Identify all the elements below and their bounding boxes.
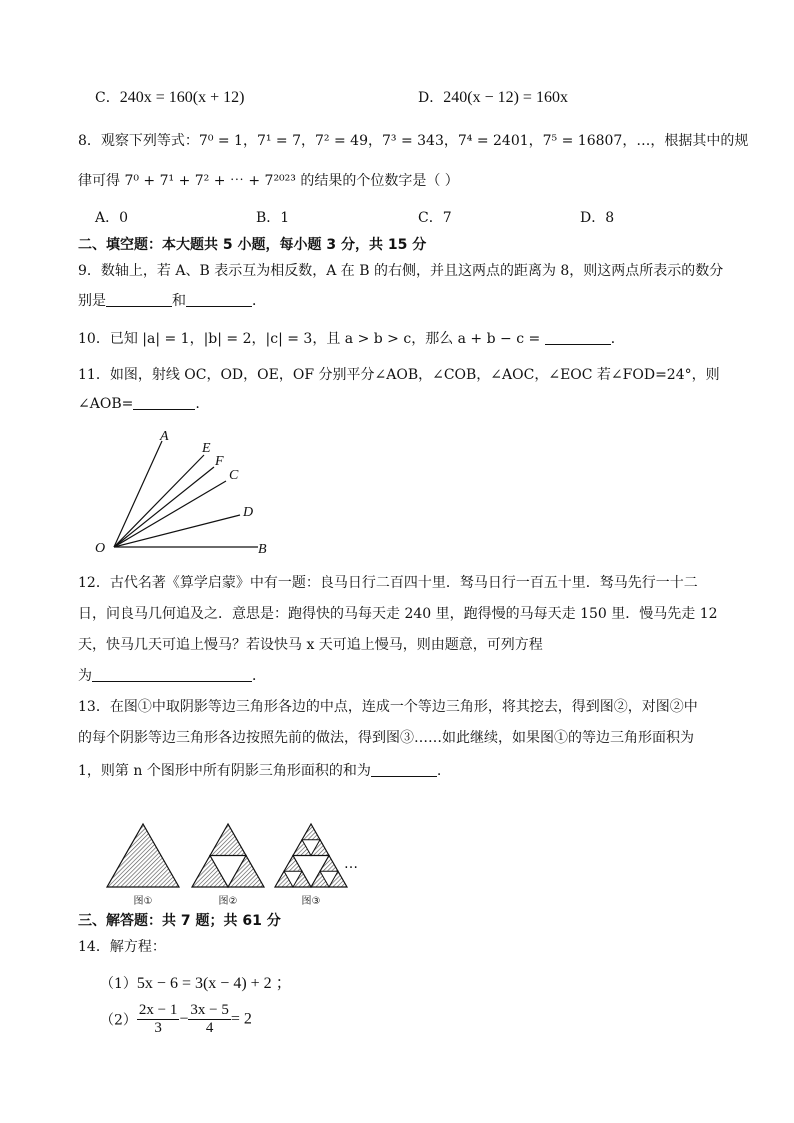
q8-option-c: C．7 (418, 210, 452, 226)
q8-line2: 律可得 7⁰ + 7¹ + 7² + ⋯ + 7²⁰²³ 的结果的个位数字是（ ） (78, 173, 459, 189)
q14-part2: （2） $\frac{2x - 1}{3}$ − $\frac{3x - 5}{4}$ = 2 (100, 1002, 252, 1036)
q8-option-b: B．1 (256, 210, 290, 226)
label-o: O (95, 541, 106, 556)
caption-fig1: 图① (133, 896, 153, 907)
q7-option-d-expr: 240(x − 12) = 160x (443, 89, 568, 106)
q13-line3: 1，则第 n 个图形中所有阴影三角形面积的和为 . (78, 763, 442, 779)
ray-oc (114, 481, 226, 547)
q14-title: 14．解方程： (78, 939, 166, 955)
q8-option-d: D．8 (580, 210, 615, 226)
caption-fig3: 图③ (301, 896, 321, 907)
label-f: F (215, 454, 224, 469)
label-d: D (243, 505, 254, 520)
section-3-heading: 三、解答题：共 7 题；共 61 分 (78, 913, 281, 929)
q13-line2: 的每个阴影等边三角形各边按照先前的做法，得到图③……如此继续，如果图①的等边三角形面积为 (78, 730, 694, 746)
q7-option-c-expr: 240x = 160(x + 12) (119, 89, 245, 106)
q14-part1: （1）5x − 6 = 3(x − 4) + 2 ； (100, 975, 292, 992)
q13-line1: 13．在图①中取阴影等边三角形各边的中点，连成一个等边三角形，将其挖去，得到图②，对图②中 (78, 699, 698, 715)
q9-line1: 9．数轴上，若 A、B 表示互为相反数，A 在 B 的右侧，并且这两点的距离为 8，则这两点所表示的数分 (78, 263, 724, 279)
q8-option-a: A．0 (95, 210, 129, 226)
label-e: E (202, 441, 211, 456)
q12-line1: 12．古代名著《算学启蒙》中有一题：良马日行二百四十里．驽马日行一百五十里．驽马先行一十二 (78, 575, 698, 591)
q10-blank[interactable] (545, 330, 611, 345)
section-2-heading: 二、填空题：本大题共 5 小题，每小题 3 分，共 15 分 (78, 237, 427, 253)
q12-line4: 为 ． (78, 668, 266, 684)
q11-rays-figure (90, 425, 280, 560)
caption-fig2: 图② (218, 896, 238, 907)
ray-of (114, 467, 214, 547)
label-c: C (229, 468, 239, 483)
q10-line: 10．已知 |a| = 1，|b| = 2，|c| = 3，且 a > b > c，那么 a + b − c = ． (78, 331, 625, 347)
q7-option-c: C．240x = 160(x + 12) (95, 89, 245, 106)
q11-line1: 11．如图，射线 OC，OD，OE，OF 分别平分∠AOB，∠COB，∠AOC，∠EOC 若∠FOD=24°，则 (78, 367, 720, 383)
ray-oa (114, 441, 162, 547)
q8-line1: 8．观察下列等式：7⁰ = 1，7¹ = 7，7² = 49，7³ = 343，7⁴ = 2401，7⁵ = 16807，…，根据其中的规 (78, 133, 749, 149)
fig1-triangle (107, 824, 179, 887)
q14-part1-expr: 5x − 6 = 3(x − 4) + 2 ； (136, 975, 292, 992)
label-b: B (258, 542, 267, 557)
fraction-2: $\frac{3x - 5}{4}$ (190, 1002, 229, 1036)
q12-line3: 天，快马几天可追上慢马？若设快马 x 天可追上慢马，则由题意，可列方程 (78, 637, 543, 653)
label-a: A (160, 429, 169, 444)
q12-line2: 日，问良马几何追及之．意思是：跑得快的马每天走 240 里，跑得慢的马每天走 150 里．慢马先走 12 (78, 606, 718, 622)
q11-line2: ∠AOB= . (78, 396, 200, 412)
q13-sierpinski-figures (100, 818, 370, 910)
fraction-1: $\frac{2x - 1}{3}$ (138, 1002, 178, 1036)
q13-blank[interactable] (371, 762, 437, 777)
q13-ellipsis: … (344, 856, 358, 872)
q12-blank[interactable] (92, 667, 252, 682)
q9-blank-1[interactable] (106, 292, 172, 307)
q9-blank-2[interactable] (186, 292, 252, 307)
ray-od (114, 515, 240, 547)
q11-blank[interactable] (133, 395, 195, 410)
ray-oe (114, 455, 204, 547)
q9-line2: 别是 和 ． (78, 293, 266, 309)
q7-option-d: D．240(x − 12) = 160x (418, 89, 568, 106)
